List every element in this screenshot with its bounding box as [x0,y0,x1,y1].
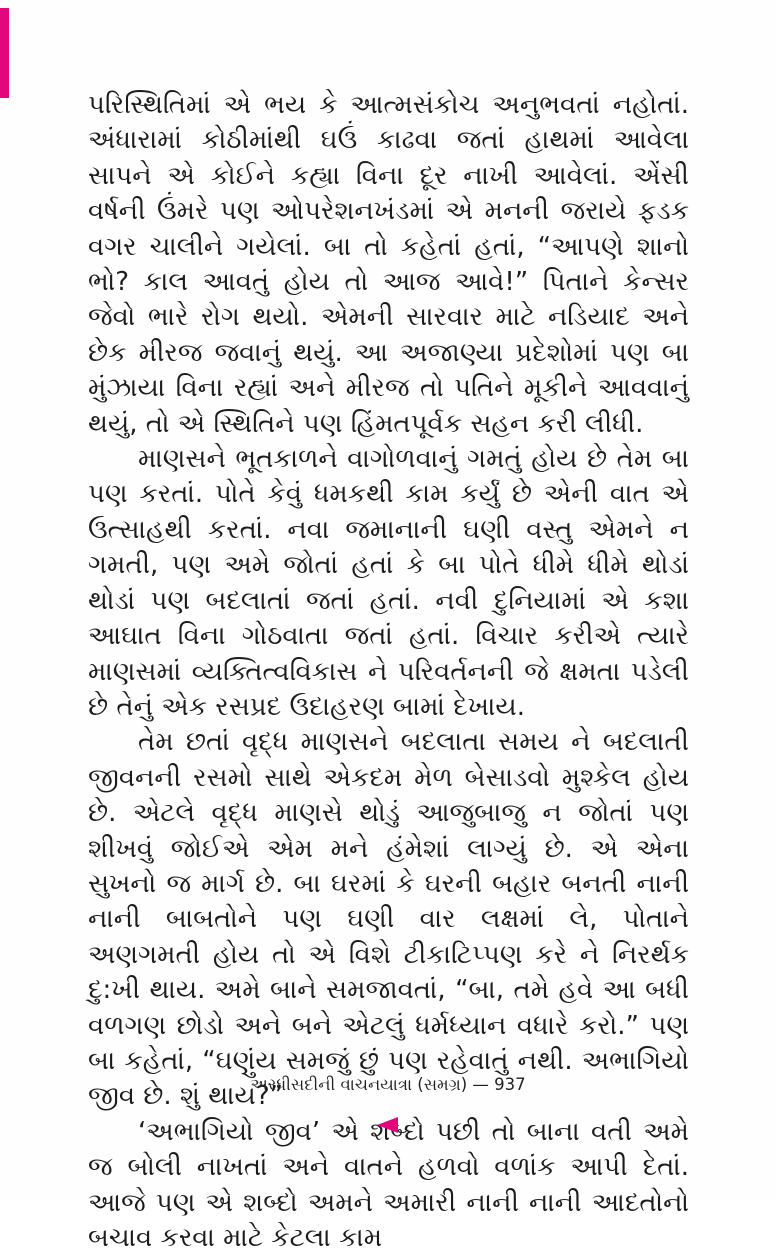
paragraph: ‘અભાગિયો જીવ’ એ શબ્દો પછી તો બાના વતી અમે જ બોલી નાખતાં અને વાતને હળવો વળાંક આપી દેતાં. આજે પણ એ શબ્દો અમને અમારી નાની નાની આદતોનો બચાવ કરવા માટે કેટલા કામ [88,1116,689,1253]
running-footer [0,1074,776,1096]
paragraph: માણસને ભૂતકાળને વાગોળવાનું ગમતું હોય છે તેમ બા પણ કરતાં. પોતે કેવું ધમકથી કામ કર્યું છે એની વાત એ ઉત્સાહથી કરતાં. નવા જમાનાની ઘણી વસ્તુ એમને ન ગમતી, પણ અમે જોતાં હતાં કે બા પોતે ધીમે ધીમે થોડાં થોડાં પણ બદલાતાં જતાં હતાં. નવી દુનિયામાં એ કશા આઘાત વિના ગોઠવાતા જતાં હતાં. વિચાર કરીએ ત્યારે માણસમાં વ્યક્તિત્વવિકાસ ને પરિવર્તનની જે ક્ષમતા પડેલી છે તેનું એક રસપ્રદ ઉદાહરણ બામાં દેખાય. [88,444,689,722]
prev-page-triangle-icon[interactable] [377,1117,398,1133]
page-edge-accent-bar [0,8,9,98]
footer-title-and-page-number: અરધીસદીની વાચનયાત્રા (સમગ્ર) — 937 [250,1075,526,1094]
paragraph: પરિસ્થિતિમાં એ ભય કે આત્મસંકોચ અનુભવતાં નહોતાં. અંધારામાં કોઠીમાંથી ઘઉં કાઢવા જતાં હાથમાં આવેલા સાપને એ કોઈને કહ્યા વિના દૂર નાખી આવેલાં. એંસી વર્ષની ઉંમરે પણ ઓપરેશનખંડમાં એ મનની જરાયે ફડક વગર ચાલીને ગયેલાં. બા તો કહેતાં હતાં, “આપણે શાનો ભો? કાલ આવતું હોય તો આજ આવે!” પિતાને કેન્સર જેવો ભારે રોગ થયો. એમની સારવાર માટે નડિયાદ અને છેક મીરજ જવાનું થયું. આ અજાણ્યા પ્રદેશોમાં પણ બા મુંઝાયા વિના રહ્યાં અને મીરજ તો પતિને મૂકીને આવવાનું થયું, તો એ સ્થિતિને પણ હિંમતપૂર્વક સહન કરી લીધી. [88,90,689,439]
paragraph: તેમ છતાં વૃદ્ધ માણસને બદલાતા સમય ને બદલાતી જીવનની રસમો સાથે એકદમ મેળ બેસાડવો મુશ્કેલ હોય છે. એટલે વૃદ્ધ માણસે થોડું આજુબાજુ ન જોતાં પણ શીખવું જોઈએ એમ મને હંમેશાં લાગ્યું છે. એ એના સુખનો જ માર્ગ છે. બા ઘરમાં કે ઘરની બહાર બનતી નાની નાની બાબતોને પણ ઘણી વાર લક્ષમાં લે, પોતાને અણગમતી હોય તો એ વિશે ટીકાટિપ્પણ કરે ને નિરર્થક દુ:ખી થાય. અમે બાને સમજાવતાં, “બા, તમે હવે આ બધી વળગણ છોડો અને બને એટલું ધર્મધ્યાન વધારે કરો.” પણ બા કહેતાં, “ઘણુંય સમજું છું પણ રહેવાતું નથી. અભાગિયો જીવ છે. શું થાય?” [88,727,689,1112]
